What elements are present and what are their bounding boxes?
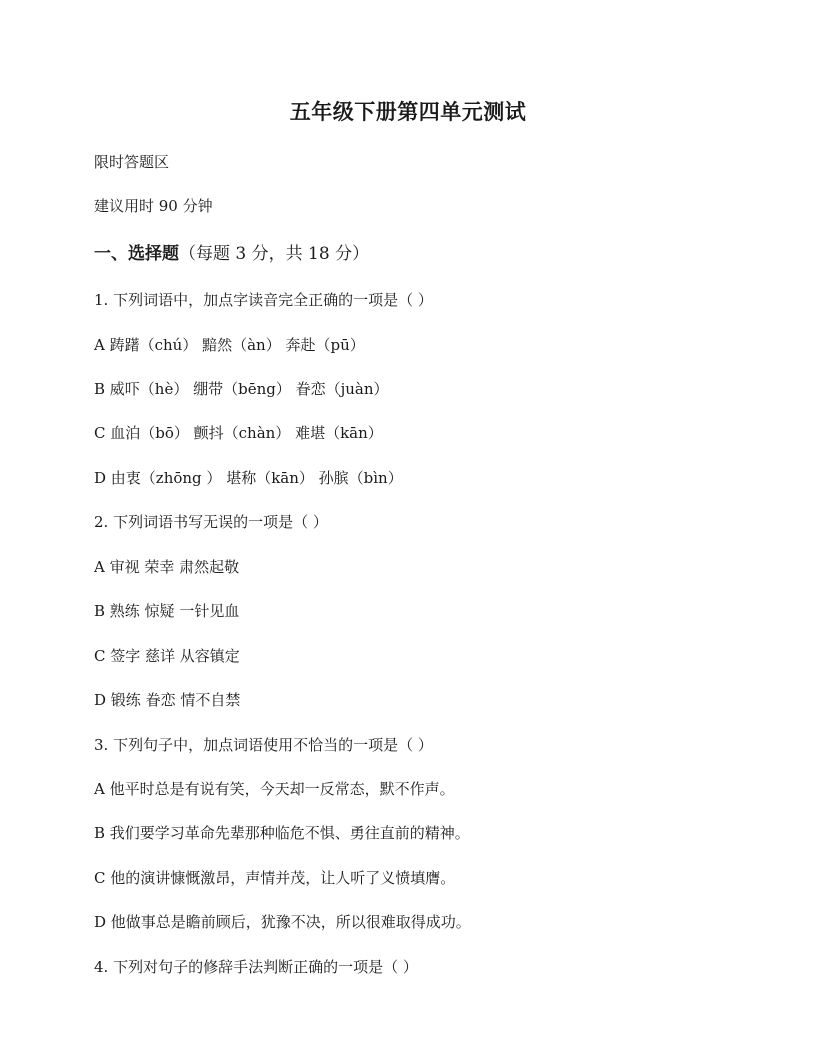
question-2-option-a: A 审视 荣幸 肃然起敬 — [94, 558, 240, 576]
answer-zone-label: 限时答题区 — [94, 153, 170, 171]
question-1-option-d: D 由衷（zhōng ） 堪称（kān） 孙膑（bìn） — [94, 469, 403, 487]
question-3-option-b: B 我们要学习革命先辈那种临危不惧、勇往直前的精神。 — [94, 824, 470, 842]
question-1-option-b: B 威吓（hè） 绷带（bēng） 眷恋（juàn） — [94, 380, 389, 398]
question-2-stem: 2. 下列词语书写无误的一项是（ ） — [94, 513, 328, 531]
question-2-option-c: C 签字 慈详 从容镇定 — [94, 647, 240, 665]
question-1-stem: 1. 下列词语中，加点字读音完全正确的一项是（ ） — [94, 291, 433, 309]
question-1-option-c: C 血泊（bō） 颤抖（chàn） 难堪（kān） — [94, 424, 383, 442]
page-title: 五年级下册第四单元测试 — [289, 99, 527, 124]
question-3-option-c: C 他的演讲慷慨激昂，声情并茂，让人听了义愤填膺。 — [94, 869, 456, 887]
question-3-stem: 3. 下列句子中，加点词语使用不恰当的一项是（ ） — [94, 736, 433, 754]
section-heading — [94, 239, 369, 264]
question-2-option-d: D 锻练 眷恋 情不自禁 — [94, 691, 241, 709]
suggested-time: 建议用时 90 分钟 — [94, 197, 213, 215]
section-title: 一、选择题 — [94, 244, 179, 264]
section-score-note: （每题 3 分，共 18 分） — [179, 244, 370, 264]
question-1-option-a: A 踌躇（chú） 黯然（àn） 奔赴（pū） — [94, 336, 365, 354]
question-3-option-d: D 他做事总是瞻前顾后，犹豫不决，所以很难取得成功。 — [94, 913, 471, 931]
question-4-stem: 4. 下列对句子的修辞手法判断正确的一项是（ ） — [94, 958, 418, 976]
question-3-option-a: A 他平时总是有说有笑，今天却一反常态，默不作声。 — [94, 780, 455, 798]
question-2-option-b: B 熟练 惊疑 一针见血 — [94, 602, 240, 620]
